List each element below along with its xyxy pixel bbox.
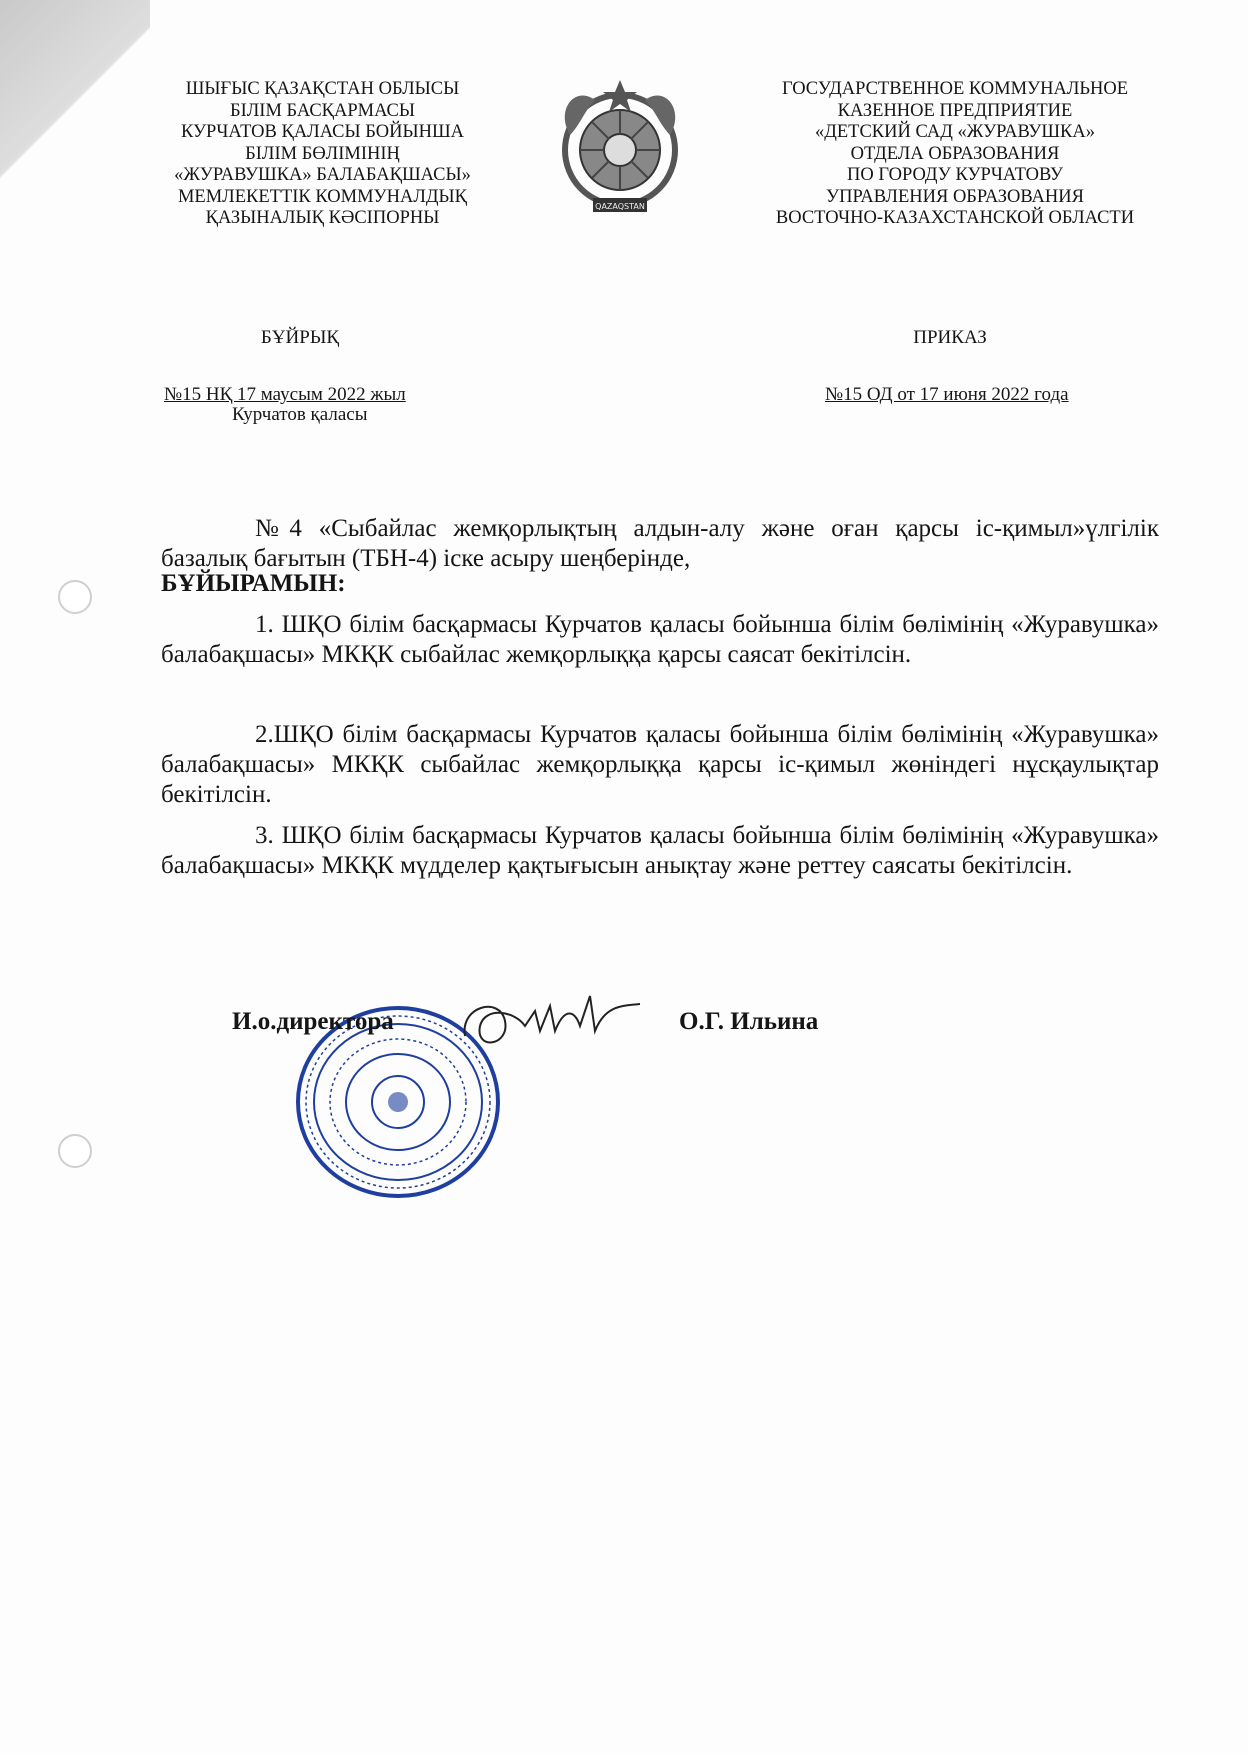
state-emblem-icon (555, 80, 685, 230)
header-kz-line: «ЖУРАВУШКА» БАЛАБАҚШАСЫ» (174, 165, 471, 185)
header-ru-line: КАЗЕННОЕ ПРЕДПРИЯТИЕ (837, 100, 1073, 121)
order-item: 2.ШҚО білім басқармасы Курчатов қаласы бойынша білім бөлімінің «Журавушка» балабақшасы» МКҚК сыбайлас жемқорлыққа қарсы іс-қимыл жөніндегі нұсқаулықтар бекітілсін. (161, 721, 1159, 808)
header-kz-line: МЕМЛЕКЕТТІК КОММУНАЛДЫҚ (177, 186, 467, 207)
signatory-name: О.Г. Ильина (679, 1008, 819, 1035)
header-ru-line: ОТДЕЛА ОБРАЗОВАНИЯ (850, 143, 1060, 164)
punch-hole-bottom (58, 1134, 92, 1168)
header-kazakh (150, 79, 495, 230)
header-ru-line: УПРАВЛЕНИЯ ОБРАЗОВАНИЯ (826, 186, 1084, 207)
preamble-paragraph: №4 «Сыбайлас жемқорлықтың алдын-алу және оған қарсы іс-қимыл»үлгілік базалық бағытын (ТБН-4) іске асыру шеңберінде, (161, 515, 1159, 572)
punch-hole-top (58, 580, 92, 614)
header-ru-line: «ДЕТСКИЙ САД «ЖУРАВУШКА» (814, 122, 1095, 142)
header-kz-line: БІЛІМ БӨЛІМІНІҢ (245, 143, 400, 164)
header-kz-line: КУРЧАТОВ ҚАЛАСЫ БОЙЫНША (180, 122, 464, 142)
order-word: БҰЙЫРАМЫН: (161, 570, 346, 597)
city-line: Курчатов қаласы (232, 404, 368, 425)
emblem-caption: QAZAQSTAN (595, 202, 645, 211)
order-number-russian: №15 ОД от 17 июня 2022 года (825, 384, 1069, 405)
header-russian (740, 79, 1170, 230)
header-kz-line: БІЛІМ БАСҚАРМАСЫ (229, 100, 416, 121)
header-kz-line: ҚАЗЫНАЛЫҚ КӘСІПОРНЫ (205, 208, 440, 228)
order-item: 1. ШҚО білім басқармасы Курчатов қаласы бойынша білім бөлімінің «Журавушка» балабақшасы» МКҚК сыбайлас жемқорлыққа қарсы саясат бекітілсін. (161, 611, 1159, 668)
signatory-role: И.о.директора (232, 1008, 394, 1035)
title-kazakh: БҰЙРЫҚ (260, 327, 340, 348)
signature-icon (455, 986, 645, 1066)
header-ru-line: ПО ГОРОДУ КУРЧАТОВУ (847, 165, 1063, 185)
header-kz-line: ШЫҒЫС ҚАЗАҚСТАН ОБЛЫСЫ (185, 79, 460, 99)
title-russian: ПРИКАЗ (913, 327, 987, 348)
order-number-kazakh: №15 НҚ 17 маусым 2022 жыл (164, 384, 406, 405)
header-ru-line: ВОСТОЧНО-КАЗАХСТАНСКОЙ ОБЛАСТИ (775, 208, 1135, 228)
order-item: 3. ШҚО білім басқармасы Курчатов қаласы бойынша білім бөлімінің «Журавушка» балабақшасы» МКҚК мүдделер қақтығысын анықтау және реттеу саясаты бекітілсін. (161, 822, 1159, 879)
folded-corner (0, 0, 150, 240)
header-ru-line: ГОСУДАРСТВЕННОЕ КОММУНАЛЬНОЕ (781, 79, 1129, 99)
